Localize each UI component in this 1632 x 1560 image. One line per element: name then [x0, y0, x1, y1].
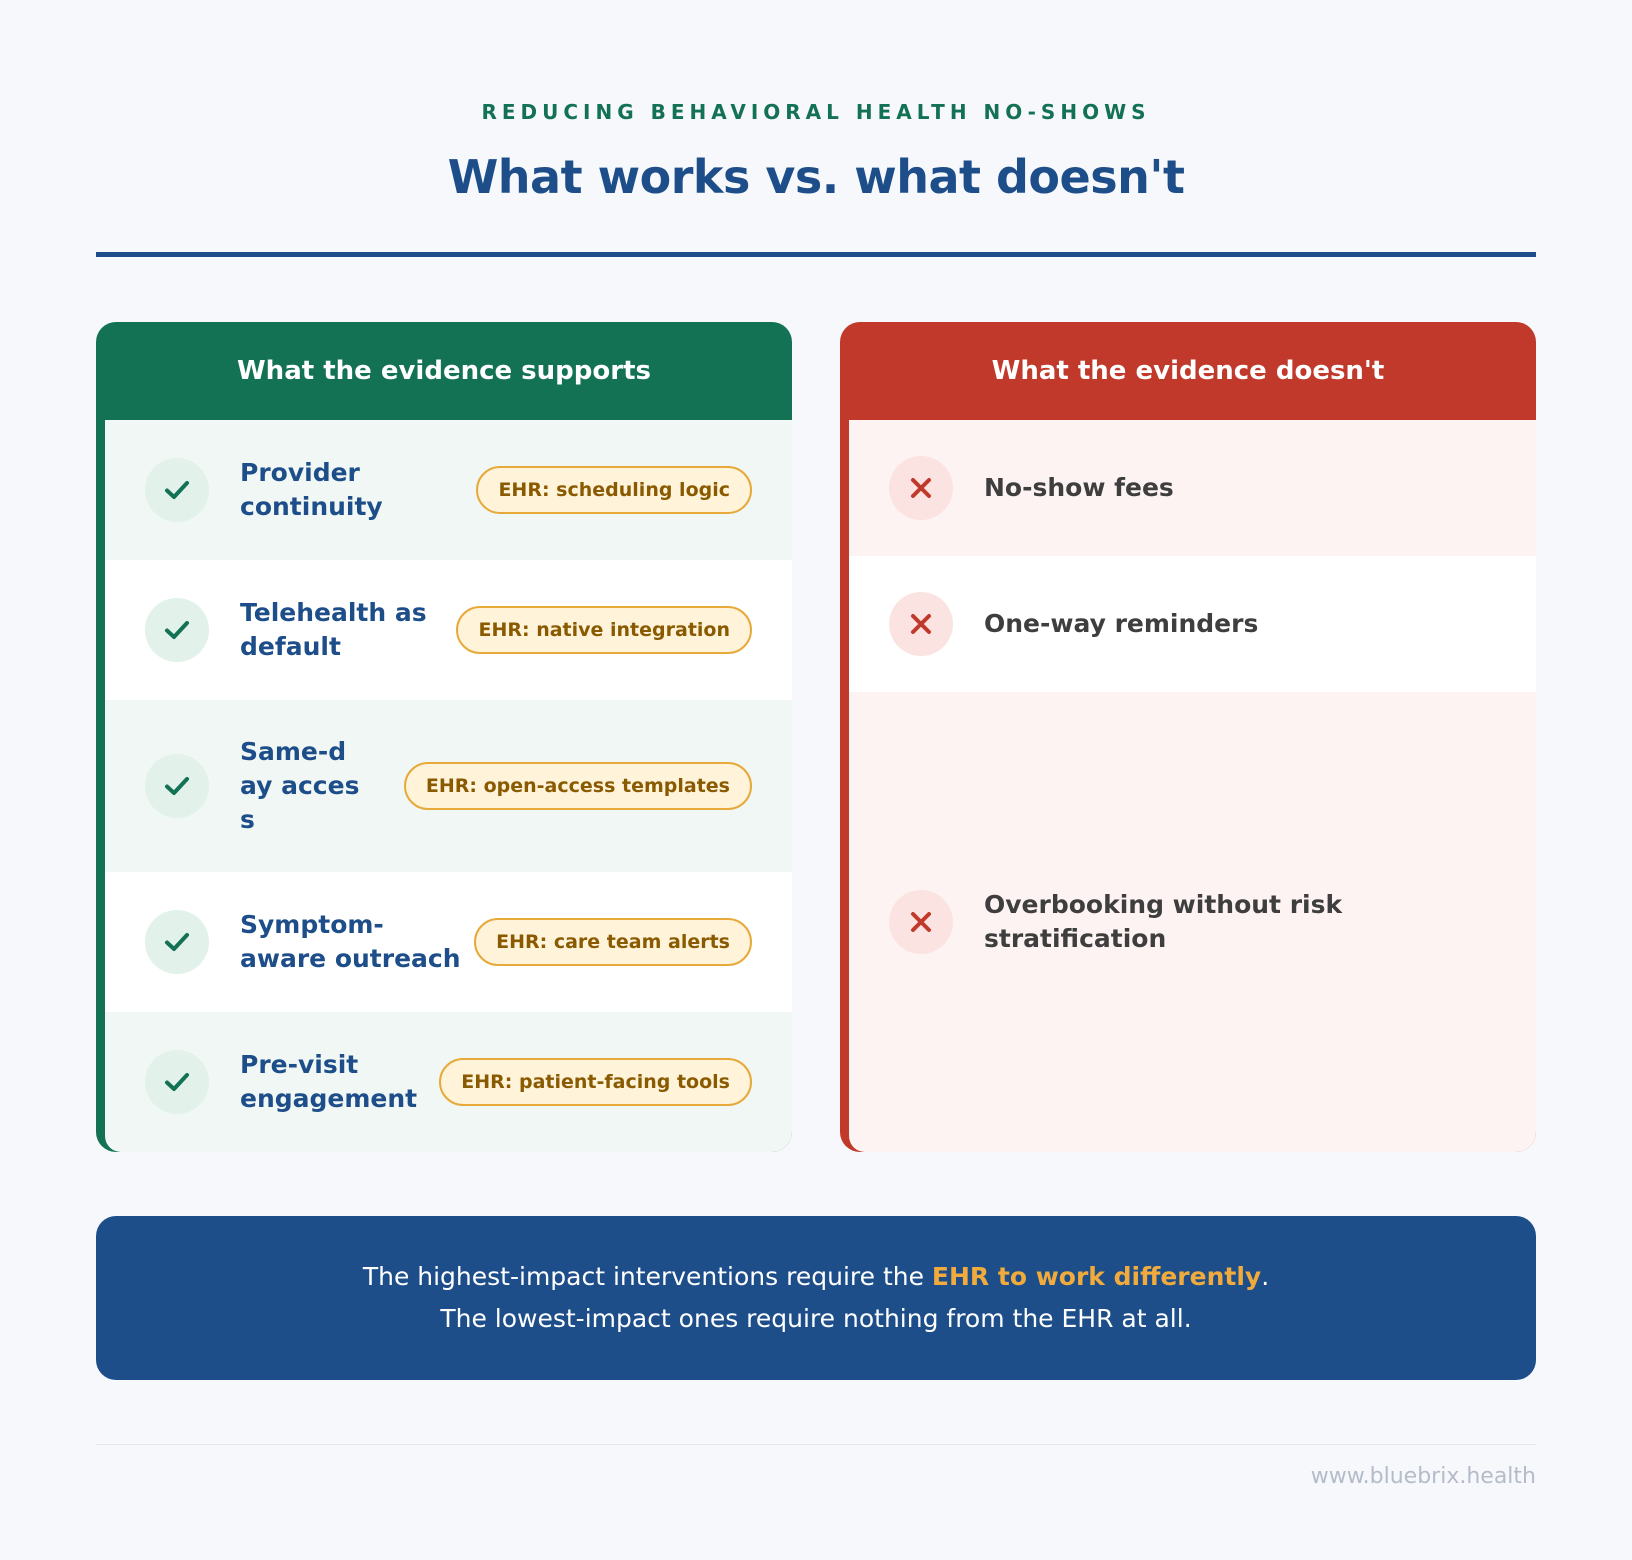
evidence-supports-panel [96, 322, 792, 1152]
ehr-tag: EHR: native integration [456, 606, 752, 654]
list-item [105, 872, 792, 1012]
callout-text: The highest-impact interventions require the [362, 1262, 932, 1291]
callout-line-2: The lowest-impact ones require nothing from the EHR at all. [440, 1304, 1192, 1333]
check-icon [145, 754, 209, 818]
list-item [105, 1012, 792, 1152]
callout-text: . [1261, 1262, 1270, 1291]
list-item [849, 420, 1536, 556]
x-icon [889, 592, 953, 656]
eyebrow-label: REDUCING BEHAVIORAL HEALTH NO-SHOWS [481, 100, 1151, 124]
item-label: Symptom-aware outreach [240, 910, 461, 973]
check-icon [145, 910, 209, 974]
item-label: Telehealth as default [240, 598, 427, 661]
callout-line-1 [363, 1256, 1269, 1298]
evidence-doesnt-heading: What the evidence doesn't [991, 356, 1385, 386]
check-icon [145, 458, 209, 522]
item-label: No-show fees [984, 473, 1174, 502]
ehr-tag: EHR: patient-facing tools [439, 1058, 752, 1106]
list-item [849, 692, 1536, 1152]
title-divider [96, 252, 1536, 257]
list-item [105, 420, 792, 560]
x-icon [889, 456, 953, 520]
list-item [105, 560, 792, 700]
item-label: Provider continuity [240, 458, 383, 521]
evidence-supports-heading: What the evidence supports [237, 356, 651, 386]
list-item [849, 556, 1536, 692]
summary-callout [96, 1216, 1536, 1380]
check-icon [145, 1050, 209, 1114]
check-icon [145, 598, 209, 662]
footer-url: www.bluebrix.health [1310, 1464, 1536, 1489]
footer-divider [96, 1444, 1536, 1445]
ehr-tag: EHR: open-access templates [404, 762, 752, 810]
item-label: Overbooking without risk stratification [984, 890, 1343, 953]
list-item [105, 700, 792, 872]
page-title: What works vs. what doesn't [447, 150, 1185, 204]
callout-highlight: EHR to work differently [931, 1262, 1262, 1291]
ehr-tag: EHR: scheduling logic [476, 466, 752, 514]
item-label: Pre-visit engagement [240, 1050, 418, 1113]
evidence-doesnt-panel [840, 322, 1536, 1152]
item-label: Same-day access [240, 737, 360, 834]
x-icon [889, 890, 953, 954]
item-label: One-way reminders [984, 609, 1259, 638]
ehr-tag: EHR: care team alerts [474, 918, 752, 966]
